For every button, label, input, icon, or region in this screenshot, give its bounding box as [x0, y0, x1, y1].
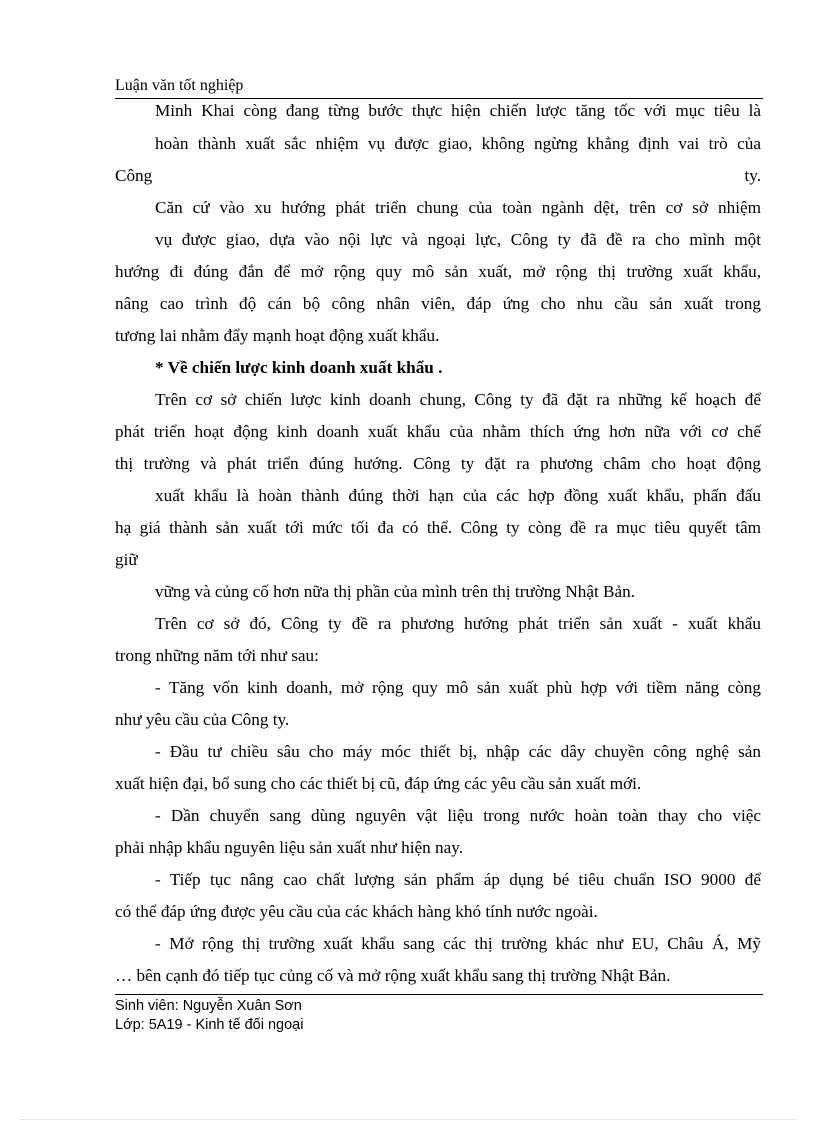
header-divider [115, 98, 763, 99]
text-line: thị trường và phát triển đúng hướng. Công ty đặt ra phương châm cho hoạt động [115, 454, 761, 473]
text-line: hướng đi đúng đắn để mở rộng quy mô sản xuất, mở rộng thị trường xuất khẩu, [115, 262, 761, 281]
text-line: xuất khẩu là hoàn thành đúng thời hạn của các hợp đồng xuất khẩu, phấn đấu [155, 486, 761, 505]
text-line: Minh Khai còng đang từng bước thực hiện chiến lược tăng tốc với mục tiêu là [155, 101, 761, 120]
text-line: Trên cơ sở đó, Công ty đề ra phương hướng phát triển sản xuất - xuất khẩu [155, 614, 761, 633]
footer-class: Lớp: 5A19 - Kinh tế đối ngoại [115, 1017, 304, 1033]
text-line: … bên cạnh đó tiếp tục củng cố và mở rộng xuất khẩu sang thị trường Nhật Bản. [115, 966, 671, 985]
text-fragment: ty. [744, 166, 761, 185]
running-header: Luận văn tốt nghiệp [115, 77, 244, 94]
text-line [115, 165, 761, 187]
footer-divider [115, 994, 763, 995]
text-line: tương lai nhằm đẩy mạnh hoạt động xuất khẩu. [115, 326, 440, 345]
text-fragment: Công [115, 166, 153, 185]
footer-student: Sinh viên: Nguyễn Xuân Sơn [115, 998, 302, 1014]
text-line: nâng cao trình độ cán bộ công nhân viên, đáp ứng cho nhu cầu sản xuất trong [115, 294, 761, 313]
page-edge [20, 1119, 796, 1120]
list-item: - Mở rộng thị trường xuất khẩu sang các thị trường khác như EU, Châu Á, Mỹ [155, 934, 761, 953]
text-line: trong những năm tới như sau: [115, 646, 319, 665]
text-line: hoàn thành xuất sắc nhiệm vụ được giao, không ngừng khẳng định vai trò của [155, 134, 761, 153]
text-line: Trên cơ sở chiến lược kinh doanh chung, Công ty đã đặt ra những kế hoạch để [155, 390, 761, 409]
text-line: như yêu cầu của Công ty. [115, 710, 290, 729]
list-item: - Dần chuyển sang dùng nguyên vật liệu trong nước hoàn toàn thay cho việc [155, 806, 761, 825]
text-line: vững và củng cố hơn nữa thị phần của mình trên thị trường Nhật Bản. [155, 582, 636, 601]
text-line: có thể đáp ứng được yêu cầu của các khách hàng khó tính nước ngoài. [115, 902, 598, 921]
text-line: giữ [115, 550, 138, 569]
text-line: xuất hiện đại, bổ sung cho các thiết bị cũ, đáp ứng các yêu cầu sản xuất mới. [115, 774, 642, 793]
list-item: - Tiếp tục nâng cao chất lượng sản phẩm áp dụng bé tiêu chuẩn ISO 9000 để [155, 870, 761, 889]
list-item: - Tăng vốn kinh doanh, mở rộng quy mô sản xuất phù hợp với tiềm năng còng [155, 678, 761, 697]
section-heading: * Về chiến lược kinh doanh xuất khẩu . [155, 358, 443, 377]
text-line: phát triển hoạt động kinh doanh xuất khẩu của nhằm thích ứng hơn nữa với cơ chế [115, 422, 761, 441]
text-line: hạ giá thành sản xuất tới mức tối đa có thể. Công ty còng đề ra mục tiêu quyết tâm [115, 518, 761, 537]
text-line: vụ được giao, dựa vào nội lực và ngoại lực, Công ty đã đề ra cho mình một [155, 230, 761, 249]
list-item: - Đầu tư chiều sâu cho máy móc thiết bị, nhập các dây chuyền công nghệ sản [155, 742, 761, 761]
text-line: Căn cứ vào xu hướng phát triển chung của toàn ngành dệt, trên cơ sở nhiệm [155, 198, 761, 217]
text-line: phải nhập khẩu nguyên liệu sản xuất như hiện nay. [115, 838, 464, 857]
